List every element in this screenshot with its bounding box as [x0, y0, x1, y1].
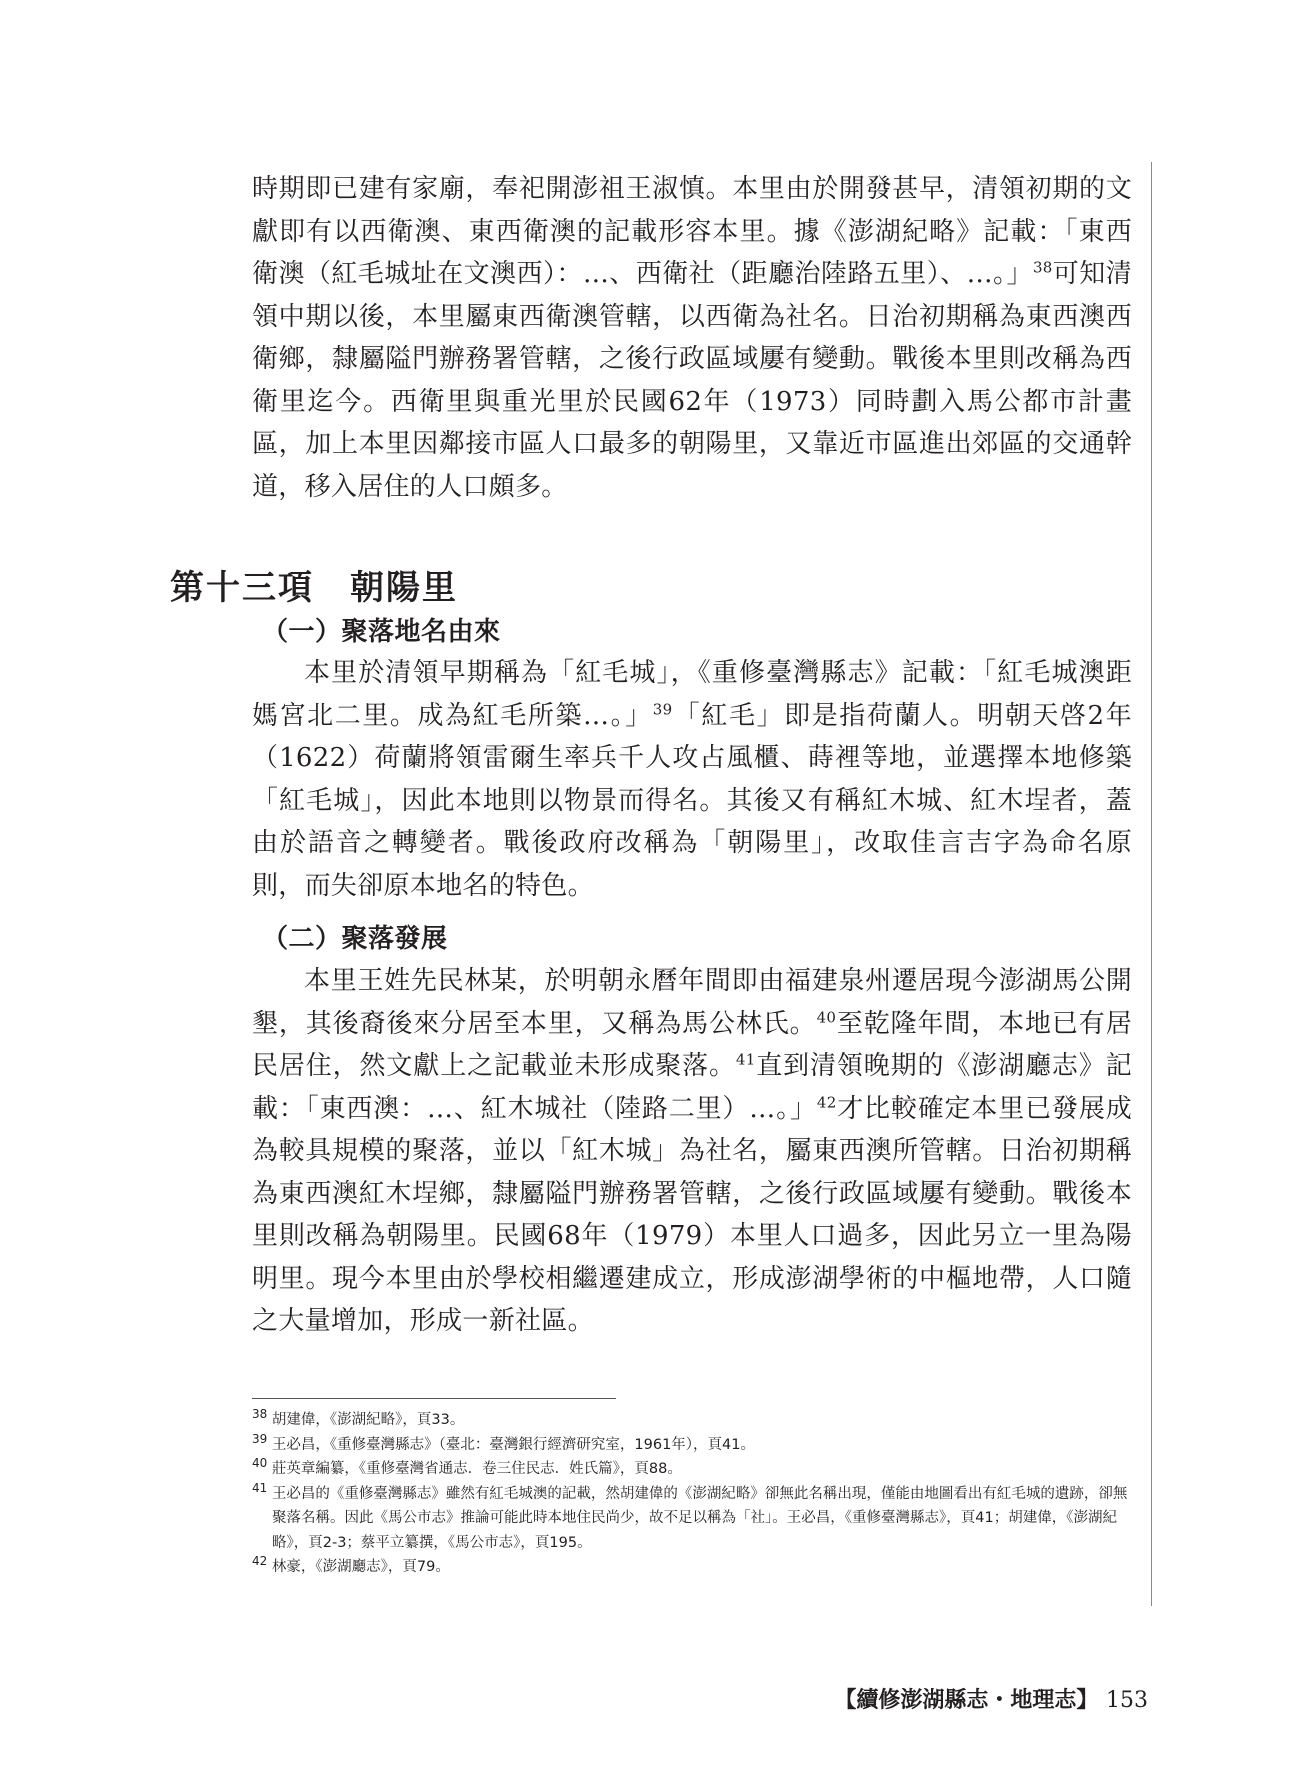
footnote-number: 42: [252, 1554, 268, 1569]
section-heading: 第十三項 朝陽里: [170, 568, 458, 608]
footnote-number: 40: [252, 1456, 268, 1471]
footnote-text: 莊英章編纂，《重修臺灣省通志．卷三住民志．姓氏篇》，頁88。: [271, 1461, 682, 1477]
footnote-text: 王必昌，《重修臺灣縣志》（臺北：臺灣銀行經濟研究室，1961年），頁41。: [271, 1436, 755, 1453]
footnote-ref-42[interactable]: 42: [816, 1092, 837, 1111]
footnote-38: [252, 1408, 1132, 1433]
paragraph-text: 可知清領中期以後，本里屬東西衛澳管轄，以西衛為社名。日治初期稱為東西澳西衛鄉，隸屬隘門辦務署管轄，之後行政區域屢有變動。戰後本里則改稱為西衛里迄今。西衛里與重光里於民國62年（1973）同時劃入馬公都市計畫區，加上本里因鄰接市區人口最多的朝陽里，又靠近市區進出郊區的交通幹道，移入居住的人口頗多。: [252, 259, 1132, 502]
footnote-number: 41: [252, 1480, 268, 1495]
subsection-heading-2: （二）聚落發展: [262, 924, 448, 954]
body-paragraph-xiwei: [252, 168, 1132, 508]
margin-rule: [1151, 162, 1152, 1606]
body-paragraph-development: [252, 960, 1132, 1343]
footnotes: [252, 1408, 1132, 1580]
paragraph-text: 時期即已建有家廟，奉祀開澎祖王淑慎。本里由於開發甚早，清領初期的文獻即有以西衛澳、東西衛澳的記載形容本里。據《澎湖紀略》記載：「東西衛澳（紅毛城址在文澳西）：…、西衛社（距廳治陸路五里）、…。」: [252, 174, 1132, 289]
paragraph-text: 直到清領晚期的《澎湖廳志》記載：「東西澳：…、紅木城社（陸路二里）…。」: [252, 1051, 1132, 1124]
running-footer: [834, 1683, 1148, 1714]
paragraph-text: 「紅毛」即是指荷蘭人。明朝天啓2年（1622）荷蘭將領雷爾生率兵千人攻占風櫃、蒔裡等地，並選擇本地修築「紅毛城」，因此本地則以物景而得名。其後又有稱紅木城、紅木埕者，蓋由於語音之轉變者。戰後政府改稱為「朝陽里」，改取佳言吉字為命名原則，而失卻原本地名的特色。: [252, 700, 1132, 901]
paragraph-text: 才比較確定本里已發展成為較具規模的聚落，並以「紅木城」為社名，屬東西澳所管轄。日治初期稱為東西澳紅木埕鄉，隸屬隘門辦務署管轄，之後行政區域屢有變動。戰後本里則改稱為朝陽里。民國68年（1979）本里人口過多，因此另立一里為陽明里。現今本里由於學校相繼遷建成立，形成澎湖學術的中樞地帶，人口隨之大量增加，形成一新社區。: [252, 1093, 1132, 1336]
page-number: 153: [1106, 1688, 1148, 1713]
footnote-ref-38[interactable]: 38: [1032, 258, 1053, 277]
footnote-number: 38: [252, 1407, 268, 1422]
paragraph-text: 本里王姓先民林某，於明朝永曆年間即由福建泉州遷居現今澎湖馬公開墾，其後裔後來分居至本里，又稱為馬公林氏。: [252, 966, 1132, 1039]
footnote-ref-40[interactable]: 40: [816, 1007, 837, 1026]
footnote-41: [252, 1482, 1132, 1556]
footnote-42: [252, 1555, 1132, 1580]
footnote-text: 胡建偉，《澎湖紀略》，頁33。: [271, 1412, 465, 1428]
footnote-ref-41[interactable]: 41: [735, 1050, 756, 1069]
footnote-ref-39[interactable]: 39: [652, 699, 673, 718]
footnote-text: 林豪，《澎湖廳志》，頁79。: [271, 1559, 450, 1575]
body-paragraph-place-name: [252, 652, 1132, 907]
footnote-number: 39: [252, 1431, 268, 1446]
footnote-40: [252, 1457, 1132, 1482]
paragraph-text: 本里於清領早期稱為「紅毛城」，《重修臺灣縣志》記載：「紅毛城澳距媽宮北二里。成為紅毛所築…。」: [252, 658, 1132, 731]
footnote-text: 王必昌的《重修臺灣縣志》雖然有紅毛城澳的記載，然胡建偉的《澎湖紀略》卻無此名稱出現，僅能由地圖看出有紅毛城的遺跡，卻無聚落名稱。因此《馬公市志》推論可能此時本地住民尚少，故不足以稱為「社」。王必昌，《重修臺灣縣志》，頁41；胡建偉，《澎湖紀略》，頁2-3；蔡平立纂撰，《馬公市志》，頁195。: [271, 1485, 1128, 1551]
subsection-heading-1: （一）聚落地名由來: [262, 617, 501, 647]
footnote-divider: [252, 1398, 616, 1399]
book-title: 【續修澎湖縣志・地理志】: [834, 1687, 1099, 1713]
footnote-39: [252, 1433, 1132, 1458]
paragraph-text: 至乾隆年間，本地已有居民居住，然文獻上之記載並未形成聚落。: [252, 1008, 1132, 1081]
